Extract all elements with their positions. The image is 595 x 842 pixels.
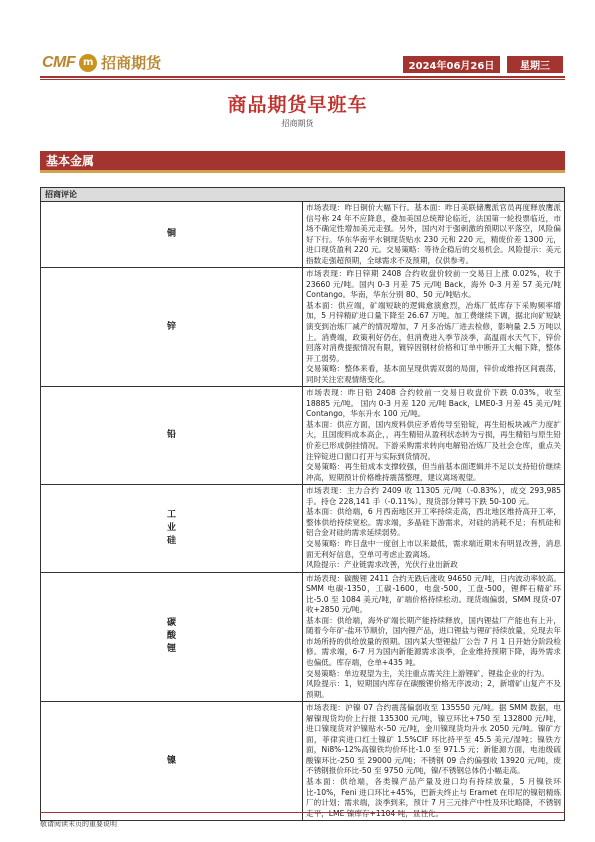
table-row-nickel (41, 702, 565, 821)
table-row-industrial-silicon (41, 485, 565, 572)
paragraph: 市场表现：昨日锌期 2408 合约收盘价较前一交易日上涨 0.02%，收于 23660 元/吨。国内 0-3 月差 75 元/吨 Back，海外 0-3 月差 57 美元/吨 Contango。华南，华东分别 80、50 元/吨贴水。 (306, 269, 561, 300)
table-header: 招商评论 (41, 188, 565, 202)
paragraph: 交易策略：单边观望为主，关注重点需关注上游锂矿、锂盐企业的行为。 (306, 668, 549, 678)
row-label: 铅 (41, 387, 303, 485)
row-content (303, 702, 565, 821)
paragraph: 市场表现：碳酸锂 2411 合约无跌后涨收 94650 元/吨，日内波动率较高。SMM 电碳-1350，工碳-1600，电盘-500，工盘-500，锂辉石精矿环比-5.0 至 1084 美元/吨，矿端价格持续松动。现货端偏弱，SMM 现货-07 收+2850 元/吨。 (306, 573, 561, 615)
row-label: 铜 (41, 202, 303, 268)
paragraph: 基本面：供给端，6 月西南地区开工率持续走高，西北地区维持高开工率，整体供给持续宽松。需求端，多晶硅下游需求，对硅的消耗不足；有机硅和铝合金对硅的需求延续弱势。 (306, 507, 561, 538)
row-label: 锌 (41, 268, 303, 387)
header-divider (40, 76, 565, 78)
company-logo (42, 52, 161, 73)
paragraph: 基本面：供应方面，国内废料供应矛盾传导至铅锭，再生铅板块减产力度扩大，且国废料成本高企，，再生精铅从盈利状态转为亏损，再生精铅与原生铅价差已形成倒挂情况。下游采购需求转向电解铅冶炼厂及社会仓库，重点关注锌锭进口窗口打开与实际到货情况。 (306, 419, 561, 461)
report-date: 2024年06月26日 (403, 56, 500, 73)
table-row-lithium-carbonate (41, 572, 565, 702)
report-author: 招商期货 (281, 119, 314, 128)
paragraph: 基本面：供应端，矿端短缺的逻辑愈演愈烈，冶炼厂低库存下采购频率增加，5 月锌精矿进口量下降至 26.67 万吨。加工费继续下调，据北向矿短缺演变到冶炼厂减产的情况增加，7 月多冶炼厂进去检修，影响量 2.5 万吨以上。消费端，政策利好仍在，但消费进入季节淡季，高温雨水天气下，锌价回落对消费提振情况有限，镀锌因钢材价格和订单中断开工大幅下降，整体开工弱势。 (306, 300, 561, 363)
paragraph: 市场表现：沪镍 07 合约震荡偏弱收至 135550 元/吨。据 SMM 数据，电解镍现货均价上行报 135300 元/吨，镍豆环比+750 至 132800 元/吨，进口镍现货对沪镍贴水-50 元/吨，金川镍现货均升水 2050 元/吨。镍矿方面，菲律宾进口红土镍矿 1.5%CIF 环比持平至 45.5 美元/湿吨；镍铁方面，Ni8%-12%高镍铁均价环比-1.0 至 971.5 元；新能源方面，电池级硫酸镍环比-250 至 29000 元/吨；不锈钢 09 合约偏强收 13920 元/吨，废不锈钢报价环比-50 至 9750 元/吨，镍/不锈钢总体仍小幅走高。 (306, 703, 561, 776)
paragraph: 基本面：供给端，各类镍产品产量及进口均有持续放量，5 月镍铁环比-10%，Feni 进口环比+45%，巴新夫终止与 Eramet 在印尼的镍铝精炼厂的计划；需求端，淡季到来，预计 7 月三元排产中性及环比略降，不锈钢走平，LME 镍库存+1104 吨，显性化。 (306, 776, 561, 818)
footer-divider (40, 812, 565, 813)
table-row-lead (41, 387, 565, 485)
section-header (40, 151, 565, 173)
row-content (303, 572, 565, 702)
header-divider-thin (40, 79, 565, 80)
section-title: 基本金属 (46, 154, 95, 168)
paragraph: 交易策略：昨日盘中一度创上市以来最低，需求端近期未有明显改善，消息面无利好信息，空单可考虑止盈离场。 (306, 538, 561, 559)
row-content (303, 268, 565, 387)
paragraph: 交易策略：再生铅成本支撑较强，但当前基本面逻辑并不足以支持铅价继续冲高，短期预计价格维持震荡整理，建议离场观望。 (306, 462, 561, 482)
paragraph: 风险提示：1，短期国内库存在碳酸锂价格无序波动；2，新增矿山复产不及预期。 (306, 679, 561, 699)
paragraph: 基本面：供给端，海外矿端长期产能持续释放，国内锂盐厂产能也有上升，随着今年矿-盐环节顺价，国内锂产品，进口锂盐与锂矿持续放量，兑现去年市场所持的供给放量的预期。国内某大型锂盐厂公告 7 月 1 日开始分阶段检修。需求端，6-7 月为国内新能源需求淡季，企业维持预期下降，海外需求也偏低。库存端，仓单+435 吨。 (306, 615, 561, 667)
row-label: 工业硅 (41, 485, 303, 572)
commentary-table (40, 187, 565, 821)
row-content (303, 485, 565, 572)
row-label: 碳酸锂 (41, 572, 303, 702)
logo-chinese: 招商期货 (101, 54, 162, 72)
row-label: 镍 (41, 702, 303, 821)
row-content (303, 387, 565, 485)
paragraph: 市场表现：昨日铜价大幅下行。基本面：昨日美联储鹰派官员再度释放鹰派信号称 24 年不应降息，叠加美国总统辩论临近，法国第一轮投票临近，市场不确定性增加美元走强。另外，国内对于强刺激的预期以平落空，风险偏好下行。华东华南平水铜现货贴水 230 元和 220 元，精废价差 1300 元，进口现货盈利 220 元。交易策略：等待企稳后的交易机会。风险提示：美元指数走强超预期，全球需求不及预期，仅供参考。 (306, 203, 561, 265)
logo-badge-icon: m (79, 54, 97, 72)
paragraph: 交易策略：整体来看，基本面呈现供需双弱的局面，锌价或维持区间震荡，同时关注宏观情绪变化。 (306, 364, 561, 384)
paragraph: 风险提示：产业链需求改善，光伏行业出新政 (306, 560, 458, 570)
paragraph: 市场表现：主力合约 2409 收 11305 元/吨（-0.83%），成交 293,985 手。持仓 228,141 手（-0.11%）。现货部分牌号下跌 50-100 元。 (306, 486, 561, 506)
report-weekday: 星期三 (507, 56, 563, 73)
logo-latin: CMF (42, 53, 76, 71)
footer-disclaimer-link: 敬请阅读末页的重要说明 (40, 820, 117, 828)
report-title: 商品期货早班车 (227, 94, 368, 116)
row-content (303, 202, 565, 268)
table-row-copper (41, 202, 565, 268)
table-row-zinc (41, 268, 565, 387)
paragraph: 市场表现：昨日铅 2408 合约较前一交易日收盘价下跌 0.03%，收至 18885 元/吨。 国内 0-3 月差 120 元/吨 Back，LME0-3 月差 45 美元/吨 Contango，华东升水 100 元/吨。 (306, 388, 561, 419)
